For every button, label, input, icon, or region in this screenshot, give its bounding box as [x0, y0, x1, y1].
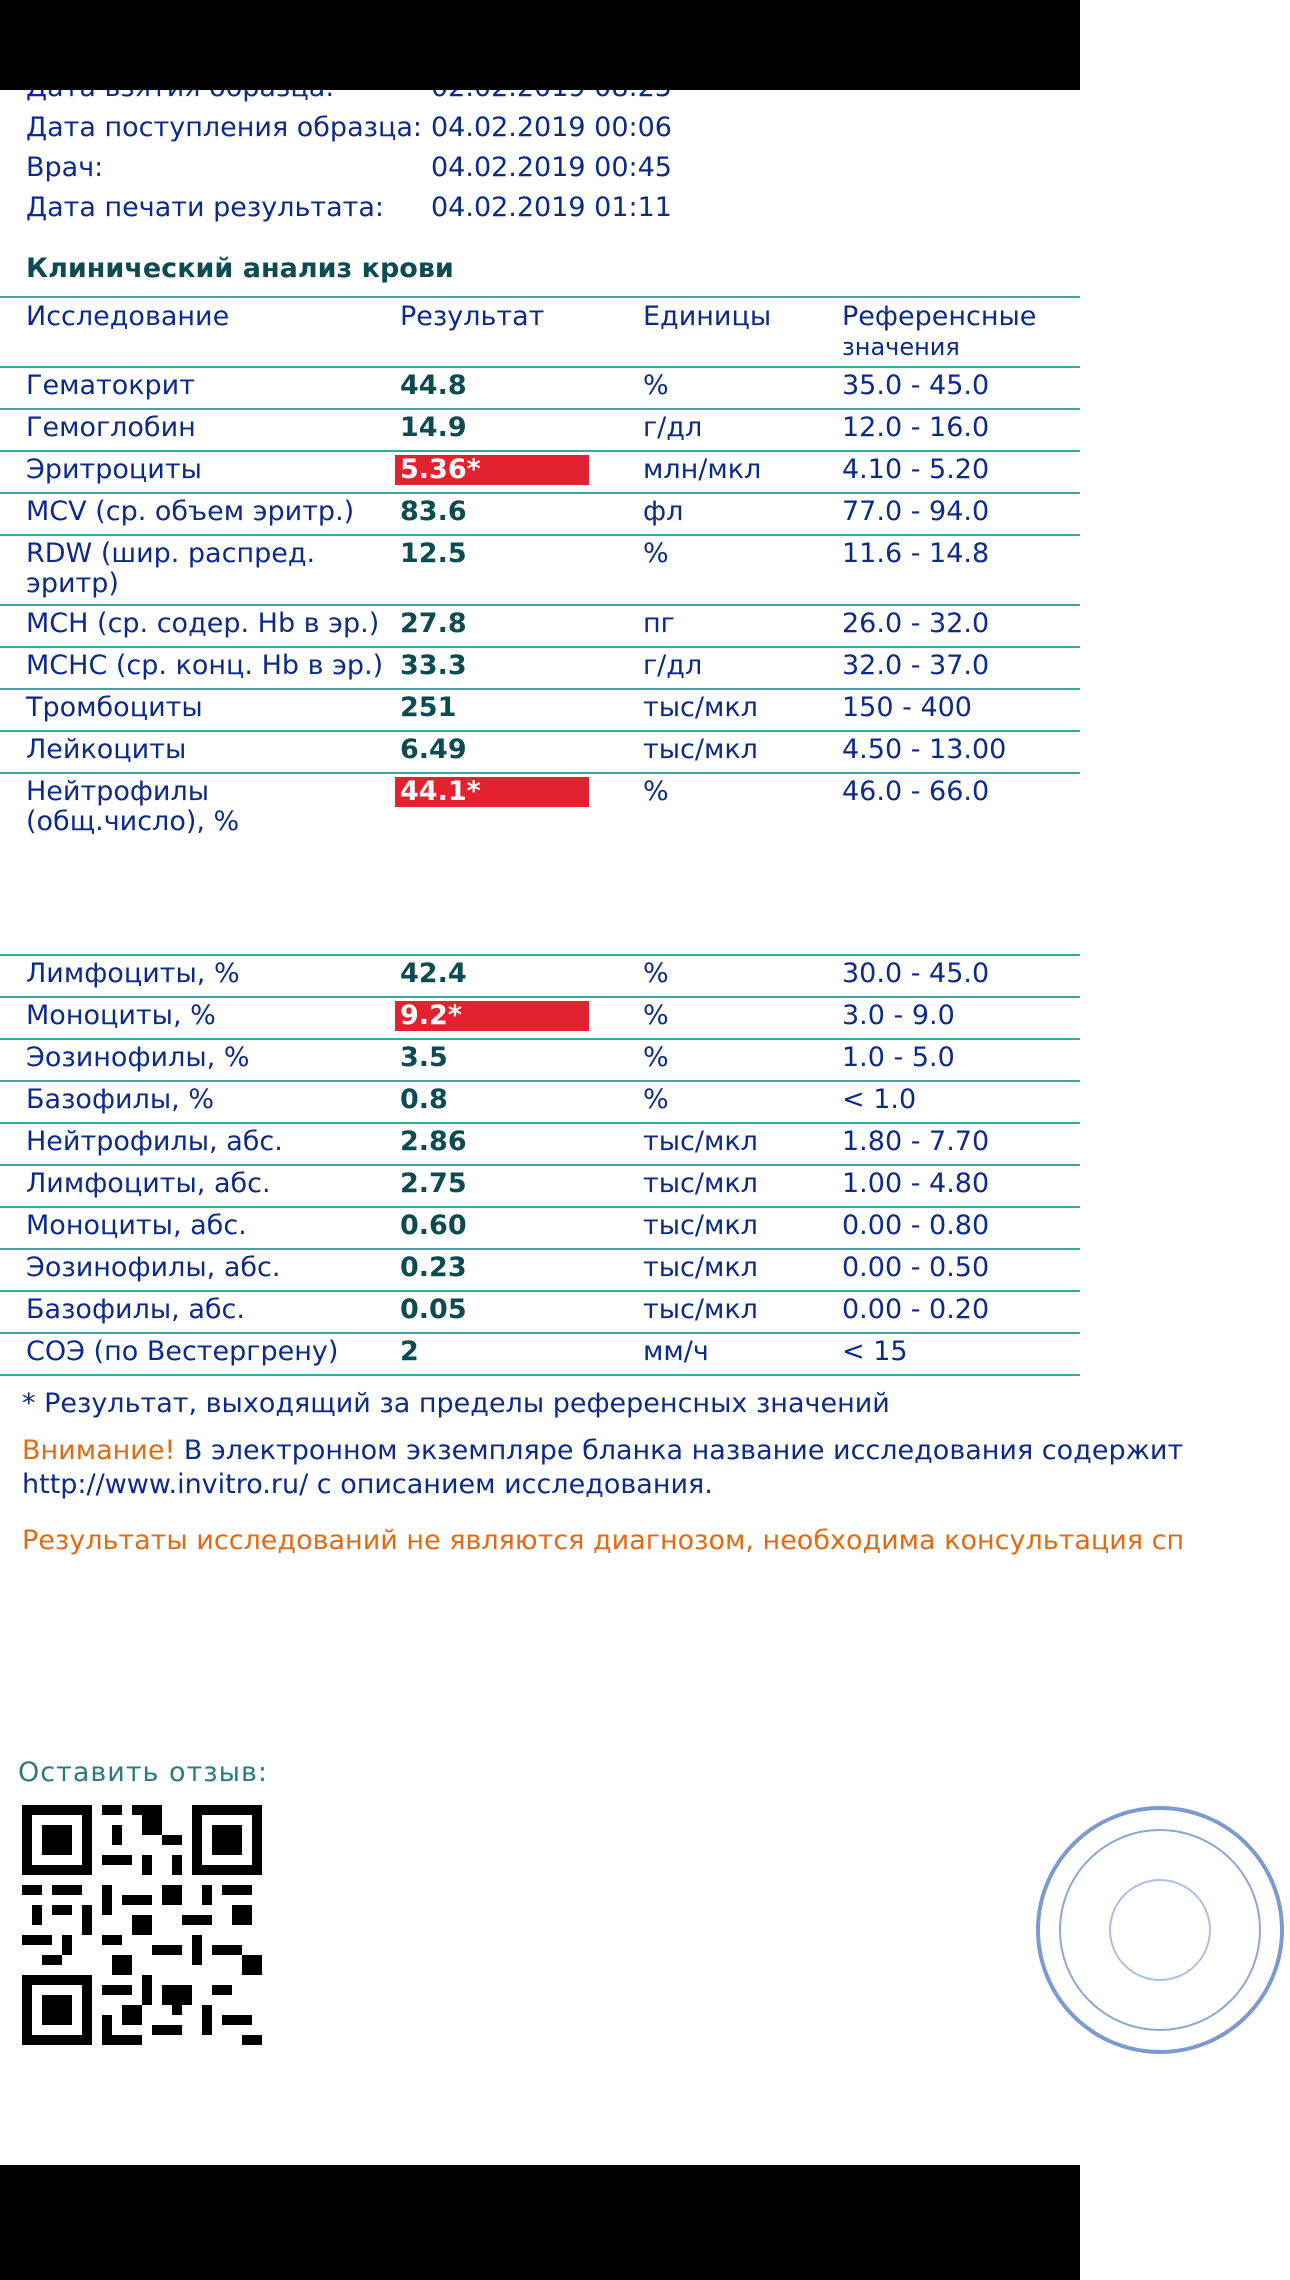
test-ref: 26.0 - 32.0 [842, 608, 990, 639]
table-row [0, 1334, 1080, 1374]
test-unit: тыс/мкл [643, 734, 758, 765]
meta-value: 04.02.2019 00:06 [431, 112, 672, 143]
test-result: 6.49 [400, 734, 467, 765]
table-row [0, 410, 1080, 450]
test-name: Лимфоциты, абс. [26, 1168, 271, 1199]
table-row [0, 1082, 1080, 1122]
test-name: Гемоглобин [26, 412, 196, 443]
test-unit: млн/мкл [643, 454, 762, 485]
test-ref: 0.00 - 0.80 [842, 1210, 990, 1241]
table-row [0, 606, 1080, 646]
test-unit: тыс/мкл [643, 1126, 758, 1157]
qr-code[interactable] [22, 1805, 262, 2045]
test-ref: 4.50 - 13.00 [842, 734, 1007, 765]
test-result: 0.8 [400, 1084, 448, 1115]
footnote: * Результат, выходящий за пределы референсных значений [22, 1388, 890, 1419]
test-name: Моноциты, абс. [26, 1210, 247, 1241]
meta-label: Врач: [26, 152, 104, 183]
test-result: 0.23 [400, 1252, 467, 1283]
test-result: 14.9 [400, 412, 467, 443]
test-result-flagged: 5.36* [395, 455, 589, 485]
test-unit: тыс/мкл [643, 692, 758, 723]
test-ref: 1.0 - 5.0 [842, 1042, 955, 1073]
table-row [0, 494, 1080, 534]
test-name: Нейтрофилы (общ.число), % [26, 776, 240, 837]
table-row [0, 956, 1080, 996]
test-ref: 4.10 - 5.20 [842, 454, 990, 485]
meta-value: 04.02.2019 01:11 [431, 192, 672, 223]
test-unit: г/дл [643, 412, 703, 443]
test-name: MCV (ср. объем эритр.) [26, 496, 355, 527]
disclaimer: Результаты исследований не являются диагнозом, необходима консультация сп [22, 1525, 1185, 1556]
test-name: Базофилы, % [26, 1084, 214, 1115]
warning-line2: http://www.invitro.ru/ с описанием исследования. [22, 1469, 713, 1500]
table-row [0, 1166, 1080, 1206]
table-row [0, 368, 1080, 408]
test-result: 2.86 [400, 1126, 467, 1157]
meta-label: Дата поступления образца: [26, 112, 422, 143]
test-name: MCH (ср. содер. Hb в эр.) [26, 608, 380, 639]
table-row [0, 648, 1080, 688]
test-result: 27.8 [400, 608, 467, 639]
table-row [0, 998, 1080, 1038]
test-name: RDW (шир. распред. эритр) [26, 538, 316, 599]
test-unit: тыс/мкл [643, 1168, 758, 1199]
test-unit: мм/ч [643, 1336, 709, 1367]
test-result: 2 [400, 1336, 419, 1367]
header-result: Результат [400, 301, 545, 332]
test-name: Лимфоциты, % [26, 958, 240, 989]
test-result: 83.6 [400, 496, 467, 527]
test-name: MCHC (ср. конц. Hb в эр.) [26, 650, 384, 681]
test-result-flagged: 9.2* [395, 1001, 589, 1031]
test-name: Базофилы, абс. [26, 1294, 245, 1325]
test-name: Тромбоциты [26, 692, 203, 723]
test-ref: 77.0 - 94.0 [842, 496, 990, 527]
test-result-flagged: 44.1* [395, 777, 589, 807]
meta-label: Дата печати результата: [26, 192, 385, 223]
test-unit: фл [643, 496, 684, 527]
warning-text: В электронном экземпляре бланка название исследования содержит [175, 1435, 1184, 1466]
warning-line1 [22, 1434, 1183, 1468]
test-result: 251 [400, 692, 457, 723]
test-result: 33.3 [400, 650, 467, 681]
stamp-seal-icon [1030, 1800, 1290, 2060]
test-result: 3.5 [400, 1042, 448, 1073]
bottom-black-bar [0, 2165, 1080, 2280]
test-result: 2.75 [400, 1168, 467, 1199]
test-ref: 30.0 - 45.0 [842, 958, 990, 989]
test-unit: тыс/мкл [643, 1252, 758, 1283]
test-result: 0.05 [400, 1294, 467, 1325]
meta-value: 04.02.2019 00:45 [431, 152, 672, 183]
test-unit: г/дл [643, 650, 703, 681]
test-name: Эритроциты [26, 454, 202, 485]
header-ref-line2: значения [842, 333, 960, 361]
table-row [0, 452, 1080, 492]
table-row [0, 732, 1080, 772]
test-ref: 0.00 - 0.50 [842, 1252, 990, 1283]
table-row [0, 1292, 1080, 1332]
test-ref: 3.0 - 9.0 [842, 1000, 955, 1031]
test-name: Моноциты, % [26, 1000, 216, 1031]
test-unit: пг [643, 608, 675, 639]
test-unit: % [643, 1084, 669, 1115]
header-units: Единицы [643, 301, 772, 332]
test-name: Нейтрофилы, абс. [26, 1126, 283, 1157]
test-ref: 150 - 400 [842, 692, 972, 723]
table-row [0, 1208, 1080, 1248]
header-ref-line1: Референсные [842, 301, 1037, 332]
test-ref: 1.80 - 7.70 [842, 1126, 990, 1157]
test-unit: % [643, 538, 669, 569]
warning-label: Внимание! [22, 1435, 176, 1466]
table-top-rule [0, 296, 1080, 298]
test-ref: 11.6 - 14.8 [842, 538, 990, 569]
test-name: Гематокрит [26, 370, 195, 401]
table-bottom-rule [0, 1374, 1080, 1376]
test-ref: 1.00 - 4.80 [842, 1168, 990, 1199]
test-unit: тыс/мкл [643, 1210, 758, 1241]
test-result: 0.60 [400, 1210, 467, 1241]
test-unit: тыс/мкл [643, 1294, 758, 1325]
test-unit: % [643, 776, 669, 807]
test-unit: % [643, 370, 669, 401]
test-ref: 35.0 - 45.0 [842, 370, 990, 401]
test-ref: 32.0 - 37.0 [842, 650, 990, 681]
test-result: 44.8 [400, 370, 467, 401]
test-ref: < 15 [842, 1336, 908, 1367]
test-ref: 0.00 - 0.20 [842, 1294, 990, 1325]
feedback-label: Оставить отзыв: [18, 1757, 268, 1788]
test-name: Лейкоциты [26, 734, 187, 765]
test-ref: 12.0 - 16.0 [842, 412, 990, 443]
test-result: 42.4 [400, 958, 467, 989]
section-title: Клинический анализ крови [26, 253, 454, 284]
table-row [0, 690, 1080, 730]
test-ref: 46.0 - 66.0 [842, 776, 990, 807]
test-unit: % [643, 1042, 669, 1073]
table-row [0, 536, 1080, 602]
table-row [0, 1250, 1080, 1290]
table-row [0, 1040, 1080, 1080]
top-black-bar-overlay [0, 0, 1080, 90]
header-name: Исследование [26, 301, 230, 332]
test-name: СОЭ (по Вестергрену) [26, 1336, 339, 1367]
table-row [0, 774, 1080, 844]
test-unit: % [643, 958, 669, 989]
test-name: Эозинофилы, % [26, 1042, 250, 1073]
test-ref: < 1.0 [842, 1084, 917, 1115]
test-result: 12.5 [400, 538, 467, 569]
test-unit: % [643, 1000, 669, 1031]
table-row [0, 1124, 1080, 1164]
test-name: Эозинофилы, абс. [26, 1252, 281, 1283]
